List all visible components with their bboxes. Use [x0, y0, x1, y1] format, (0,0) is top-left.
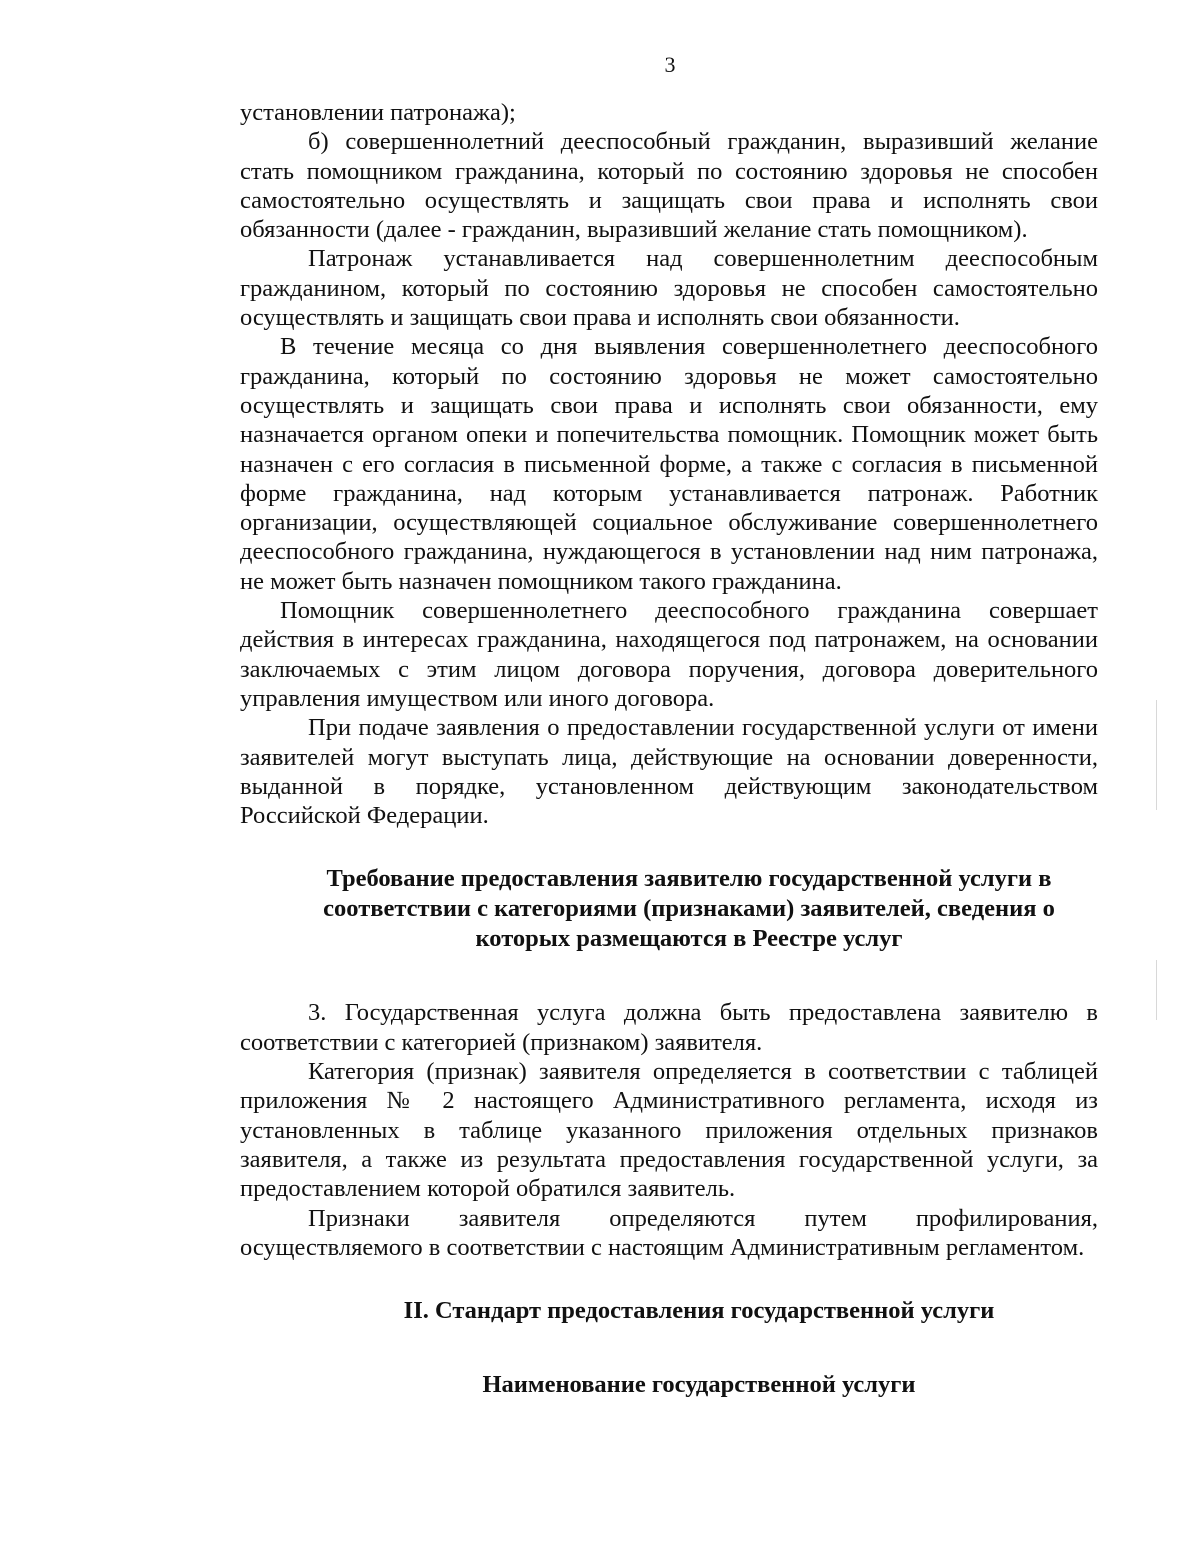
paragraph-item-b: б) совершеннолетний дееспособный гражданин, выразивший желание стать помощником гражданина, который по состоянию здоровья не способен самостоятельно осуществлять и защищать свои права и исполнять свои обязанности (далее - гражданин, выразивший желание стать помощником). [240, 128, 1098, 244]
scan-artifact [1156, 700, 1157, 810]
heading-requirement [240, 864, 1098, 954]
heading-line: которых размещаются в Реестре услуг [475, 925, 903, 953]
paragraph-3: 3. Государственная услуга должна быть предоставлена заявителю в соответствии с категорией (признаком) заявителя. [240, 999, 1098, 1056]
paragraph-representatives: При подаче заявления о предоставлении государственной услуги от имени заявителей могут выступать лица, действующие на основании доверенности, выданной в порядке, установленном действующим законодательством Российской Федерации. [240, 714, 1098, 830]
section-title: II. Стандарт предоставления государственной услуги [403, 1297, 995, 1325]
page-number: 3 [664, 52, 676, 77]
scan-artifact [1156, 960, 1157, 1020]
heading-line: Требование предоставления заявителю государственной услуги в [326, 865, 1052, 893]
subsection-title: Наименование государственной услуги [482, 1371, 916, 1399]
paragraph-assistant-appointment: В течение месяца со дня выявления совершеннолетнего дееспособного гражданина, который по состоянию здоровья не может самостоятельно осуществлять и защищать свои права и исполнять свои обязанности, ему назначается органом опеки и попечительства помощник. Помощник может быть назначен с его согласия в письменной форме, а также с согласия в письменной форме гражданина, над которым устанавливается патронаж. Работник организации, осуществляющей социальное обслуживание совершеннолетнего дееспособного гражданина, нуждающегося в установлении над ним патронажа, не может быть назначен помощником такого гражданина. [240, 333, 1098, 595]
document-body [240, 98, 1098, 1444]
paragraph-profiling: Признаки заявителя определяются путем профилирования, осуществляемого в соответствии с настоящим Административным регламентом. [240, 1204, 1098, 1261]
heading-line: соответствии с категориями (признаками) заявителей, сведения о [323, 895, 1055, 923]
paragraph-category: Категория (признак) заявителя определяется в соответствии с таблицей приложения № 2 настоящего Административного регламента, исходя из установленных в таблице указанного приложения отдельных признаков заявителя, а также из результата предоставления государственной услуги, за предоставлением которой обратился заявитель. [240, 1058, 1098, 1203]
paragraph-continuation: установлении патронажа); [240, 99, 516, 126]
paragraph-patronage: Патронаж устанавливается над совершеннолетним дееспособным гражданином, который по состоянию здоровья не способен самостоятельно осуществлять и защищать свои права и исполнять свои обязанности. [240, 245, 1098, 332]
paragraph-assistant-actions: Помощник совершеннолетнего дееспособного гражданина совершает действия в интересах гражданина, находящегося под патронажем, на основании заключаемых с этим лицом договора поручения, договора доверительного управления имуществом или иного договора. [240, 597, 1098, 712]
